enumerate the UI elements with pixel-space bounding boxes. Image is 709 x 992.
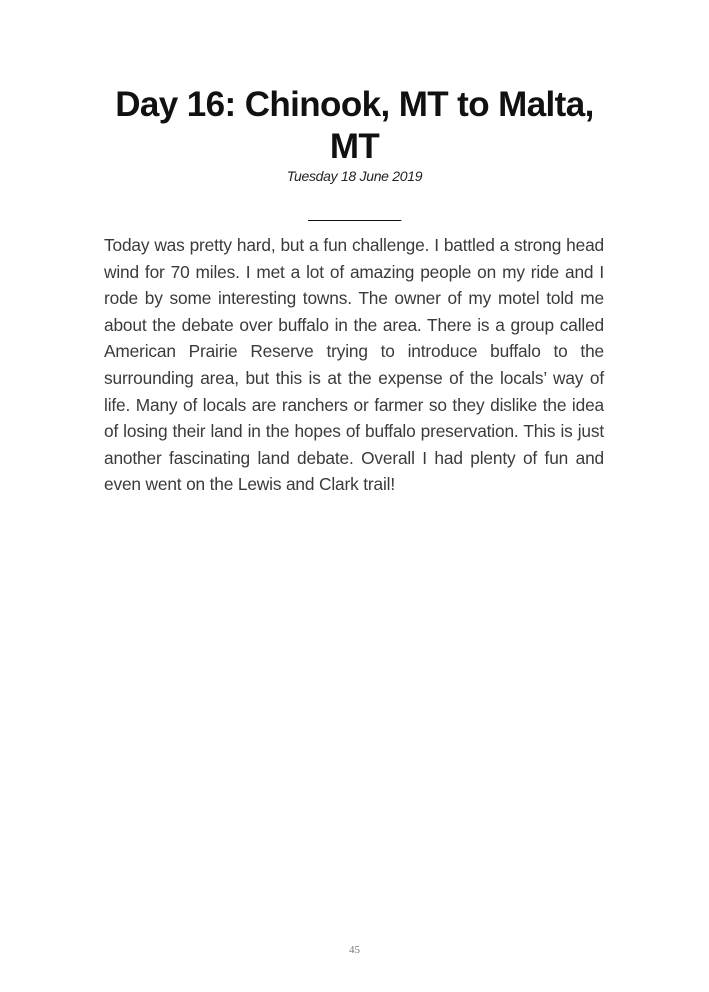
body-paragraph: Today was pretty hard, but a fun challenge. I battled a strong head wind for 70 miles. I met a lot of amazing people on my ride and I rode by some interesting towns. The owner of my motel told me about the debate over buffalo in the area. There is a group called American Prairie Reserve trying to introduce buffalo to the surrounding area, but this is at the expense of the locals’ way of life. Many of locals are ranchers or farmer so they dislike the idea of losing their land in the hopes of buffalo preservation. This is just another fascinating land debate. Overall I had plenty of fun and even went on the Lewis and Clark trail! [104,235,604,495]
page-title: Day 16: Chinook, MT to Malta, MT [115,85,594,166]
page-number: 45 [349,944,360,956]
entry-date: Tuesday 18 June 2019 [286,168,423,184]
separator-line: ___________ [308,205,401,222]
